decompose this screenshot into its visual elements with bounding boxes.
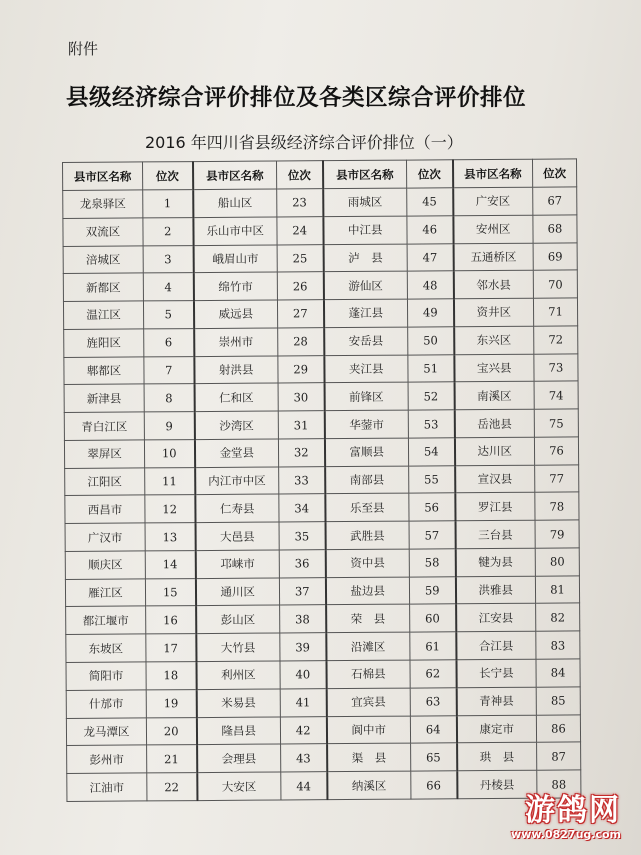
rank-cell: 34 xyxy=(279,494,325,522)
rank-cell: 81 xyxy=(535,576,579,604)
ranking-table xyxy=(62,158,581,802)
header-rank: 位次 xyxy=(532,159,576,187)
county-name-cell: 郫都区 xyxy=(64,357,144,385)
county-name-cell: 游仙区 xyxy=(323,271,407,299)
county-name-cell: 盐边县 xyxy=(325,577,409,605)
header-rank: 位次 xyxy=(143,162,193,190)
rank-cell: 63 xyxy=(410,688,456,716)
county-name-cell: 射洪县 xyxy=(194,356,278,384)
table-row xyxy=(63,242,577,273)
county-name-cell: 大竹县 xyxy=(196,633,280,661)
county-name-cell: 中江县 xyxy=(323,216,407,244)
rank-cell: 39 xyxy=(280,633,326,661)
county-name-cell: 石棉县 xyxy=(326,660,410,688)
county-name-cell: 资井区 xyxy=(453,298,533,326)
county-name-cell: 涪城区 xyxy=(63,245,143,273)
rank-cell: 24 xyxy=(277,216,323,244)
county-name-cell: 西昌市 xyxy=(65,495,145,523)
rank-cell: 88 xyxy=(537,770,581,798)
ranking-table-body xyxy=(63,187,581,802)
rank-cell: 48 xyxy=(407,271,453,299)
rank-cell: 85 xyxy=(536,687,580,715)
county-name-cell: 乐山市中区 xyxy=(193,217,277,245)
county-name-cell: 龙马潭区 xyxy=(66,717,146,745)
county-name-cell: 米易县 xyxy=(196,689,280,717)
rank-cell: 6 xyxy=(144,328,194,356)
county-name-cell: 顺庆区 xyxy=(65,551,145,579)
table-row xyxy=(64,353,578,384)
rank-cell: 52 xyxy=(408,382,454,410)
county-name-cell: 广汉市 xyxy=(65,523,145,551)
county-name-cell: 简阳市 xyxy=(66,662,146,690)
county-name-cell: 长宁县 xyxy=(456,659,536,687)
county-name-cell: 三台县 xyxy=(455,520,535,548)
rank-cell: 56 xyxy=(409,493,455,521)
rank-cell: 14 xyxy=(145,551,195,579)
rank-cell: 26 xyxy=(277,272,323,300)
watermark-brand: 游鸽网 xyxy=(525,793,621,828)
rank-cell: 8 xyxy=(144,384,194,412)
county-name-cell: 仁寿县 xyxy=(195,494,279,522)
rank-cell: 5 xyxy=(143,301,193,329)
county-name-cell: 洪雅县 xyxy=(455,576,535,604)
table-row xyxy=(66,714,580,745)
county-name-cell: 内江市中区 xyxy=(195,467,279,495)
rank-cell: 13 xyxy=(145,523,195,551)
rank-cell: 12 xyxy=(145,495,195,523)
rank-cell: 69 xyxy=(533,242,577,270)
rank-cell: 19 xyxy=(146,689,196,717)
county-name-cell: 合江县 xyxy=(456,631,536,659)
county-name-cell: 船山区 xyxy=(193,189,277,217)
rank-cell: 25 xyxy=(277,244,323,272)
rank-cell: 54 xyxy=(408,438,454,466)
county-name-cell: 新津县 xyxy=(64,384,144,412)
rank-cell: 50 xyxy=(408,327,454,355)
rank-cell: 37 xyxy=(279,577,325,605)
rank-cell: 18 xyxy=(146,662,196,690)
table-row xyxy=(66,687,580,718)
county-name-cell: 蓬江县 xyxy=(323,299,407,327)
county-name-cell: 会理县 xyxy=(197,744,281,772)
header-name: 县市区名称 xyxy=(322,160,406,189)
county-name-cell: 崇州市 xyxy=(194,328,278,356)
table-row xyxy=(63,215,577,246)
table-row xyxy=(63,298,577,329)
county-name-cell: 威远县 xyxy=(193,300,277,328)
header-row xyxy=(63,159,577,191)
county-name-cell: 翠屏区 xyxy=(64,440,144,468)
county-name-cell: 富顺县 xyxy=(324,438,408,466)
rank-cell: 7 xyxy=(144,356,194,384)
county-name-cell: 阆中市 xyxy=(326,716,410,744)
county-name-cell: 彭州市 xyxy=(67,745,147,773)
county-name-cell: 大安区 xyxy=(197,772,281,801)
rank-cell: 42 xyxy=(280,716,326,744)
county-name-cell: 东兴区 xyxy=(454,326,534,354)
rank-cell: 44 xyxy=(281,772,327,800)
header-name: 县市区名称 xyxy=(193,161,277,190)
county-name-cell: 都江堰市 xyxy=(66,606,146,634)
rank-cell: 45 xyxy=(407,188,453,216)
county-name-cell: 仁和区 xyxy=(194,383,278,411)
table-row xyxy=(63,270,577,301)
county-name-cell: 江安县 xyxy=(456,604,536,632)
rank-cell: 80 xyxy=(535,548,579,576)
county-name-cell: 双流区 xyxy=(63,218,143,246)
county-name-cell: 前锋区 xyxy=(324,382,408,410)
county-name-cell: 旌阳区 xyxy=(64,329,144,357)
county-name-cell: 泸 县 xyxy=(323,244,407,272)
county-name-cell: 康定市 xyxy=(456,715,536,743)
table-row xyxy=(67,742,581,773)
rank-cell: 43 xyxy=(281,744,327,772)
county-name-cell: 温江区 xyxy=(63,301,143,329)
rank-cell: 9 xyxy=(144,412,194,440)
rank-cell: 10 xyxy=(144,439,194,467)
rank-cell: 84 xyxy=(536,659,580,687)
county-name-cell: 荣 县 xyxy=(326,605,410,633)
rank-cell: 15 xyxy=(145,578,195,606)
rank-cell: 2 xyxy=(143,217,193,245)
rank-cell: 53 xyxy=(408,410,454,438)
county-name-cell: 绵竹市 xyxy=(193,272,277,300)
rank-cell: 46 xyxy=(407,216,453,244)
county-name-cell: 岳池县 xyxy=(454,409,534,437)
county-name-cell: 安岳县 xyxy=(324,327,408,355)
rank-cell: 71 xyxy=(533,298,577,326)
table-subtitle: 2016 年四川省县级经济综合评价排位（一） xyxy=(145,133,463,152)
table-row xyxy=(65,576,579,607)
main-title: 县级经济综合评价排位及各类区综合评价排位 xyxy=(66,85,527,111)
header-name: 县市区名称 xyxy=(452,159,532,188)
table-row xyxy=(65,492,579,523)
county-name-cell: 利州区 xyxy=(196,661,280,689)
rank-cell: 86 xyxy=(536,714,580,742)
rank-cell: 16 xyxy=(146,606,196,634)
county-name-cell: 青白江区 xyxy=(64,412,144,440)
rank-cell: 74 xyxy=(534,381,578,409)
rank-cell: 28 xyxy=(278,328,324,356)
county-name-cell: 峨眉山市 xyxy=(193,245,277,273)
county-name-cell: 隆昌县 xyxy=(196,717,280,745)
rank-cell: 62 xyxy=(410,660,456,688)
county-name-cell: 彭山区 xyxy=(196,605,280,633)
county-name-cell: 乐至县 xyxy=(325,494,409,522)
county-name-cell: 南部县 xyxy=(325,466,409,494)
county-name-cell: 华蓥市 xyxy=(324,410,408,438)
county-name-cell: 金堂县 xyxy=(194,439,278,467)
rank-cell: 57 xyxy=(409,521,455,549)
rank-cell: 31 xyxy=(278,411,324,439)
rank-cell: 20 xyxy=(146,717,196,745)
rank-cell: 87 xyxy=(537,742,581,770)
rank-cell: 61 xyxy=(410,632,456,660)
table-row xyxy=(64,437,578,468)
rank-cell: 49 xyxy=(407,299,453,327)
county-name-cell: 沿滩区 xyxy=(326,632,410,660)
rank-cell: 60 xyxy=(410,604,456,632)
rank-cell: 33 xyxy=(279,466,325,494)
attachment-label: 附件 xyxy=(68,40,99,58)
table-row xyxy=(65,520,579,551)
table-row xyxy=(65,548,579,579)
county-name-cell: 丹棱县 xyxy=(457,770,537,798)
county-name-cell: 龙泉驿区 xyxy=(63,190,143,218)
county-name-cell: 纳溪区 xyxy=(327,771,411,800)
rank-cell: 72 xyxy=(534,326,578,354)
rank-cell: 83 xyxy=(536,631,580,659)
rank-cell: 40 xyxy=(280,661,326,689)
header-name: 县市区名称 xyxy=(63,162,143,191)
rank-cell: 41 xyxy=(280,688,326,716)
county-name-cell: 珙 县 xyxy=(457,743,537,771)
rank-cell: 51 xyxy=(408,354,454,382)
rank-cell: 58 xyxy=(409,549,455,577)
table-row xyxy=(66,631,580,662)
rank-cell: 27 xyxy=(277,300,323,328)
rank-cell: 64 xyxy=(410,715,456,743)
county-name-cell: 江阳区 xyxy=(65,468,145,496)
rank-cell: 1 xyxy=(143,190,193,218)
rank-cell: 75 xyxy=(534,409,578,437)
rank-cell: 55 xyxy=(409,465,455,493)
rank-cell: 76 xyxy=(534,437,578,465)
county-name-cell: 沙湾区 xyxy=(194,411,278,439)
county-name-cell: 雨城区 xyxy=(323,188,407,216)
county-name-cell: 南溪区 xyxy=(454,382,534,410)
rank-cell: 22 xyxy=(147,773,197,801)
rank-cell: 65 xyxy=(411,743,457,771)
county-name-cell: 江油市 xyxy=(67,773,147,801)
county-name-cell: 武胜县 xyxy=(325,521,409,549)
site-watermark xyxy=(481,794,621,841)
county-name-cell: 邻水县 xyxy=(453,271,533,299)
rank-cell: 29 xyxy=(278,355,324,383)
county-name-cell: 罗江县 xyxy=(455,493,535,521)
county-name-cell: 渠 县 xyxy=(327,743,411,771)
county-name-cell: 宝兴县 xyxy=(454,354,534,382)
rank-cell: 4 xyxy=(143,273,193,301)
rank-cell: 68 xyxy=(533,215,577,243)
rank-cell: 17 xyxy=(146,634,196,662)
county-name-cell: 达川区 xyxy=(454,437,534,465)
table-row xyxy=(65,465,579,496)
rank-cell: 47 xyxy=(407,243,453,271)
rank-cell: 23 xyxy=(277,189,323,217)
county-name-cell: 犍为县 xyxy=(455,548,535,576)
county-name-cell: 宜宾县 xyxy=(326,688,410,716)
rank-cell: 73 xyxy=(534,353,578,381)
watermark-url: www.0827ug.com xyxy=(511,828,621,841)
rank-cell: 77 xyxy=(535,465,579,493)
table-row xyxy=(64,381,578,412)
table-row xyxy=(63,187,577,218)
county-name-cell: 夹江县 xyxy=(324,355,408,383)
header-rank: 位次 xyxy=(406,160,452,188)
table-row xyxy=(66,603,580,634)
rank-cell: 30 xyxy=(278,383,324,411)
rank-cell: 3 xyxy=(143,245,193,273)
county-name-cell: 什邡市 xyxy=(66,690,146,718)
county-name-cell: 邛崃市 xyxy=(195,550,279,578)
rank-cell: 21 xyxy=(147,745,197,773)
rank-cell: 35 xyxy=(279,522,325,550)
county-name-cell: 安州区 xyxy=(453,215,533,243)
county-name-cell: 东坡区 xyxy=(66,634,146,662)
header-rank: 位次 xyxy=(276,161,322,189)
rank-cell: 82 xyxy=(536,603,580,631)
rank-cell: 67 xyxy=(533,187,577,215)
county-name-cell: 五通桥区 xyxy=(453,243,533,271)
rank-cell: 79 xyxy=(535,520,579,548)
county-name-cell: 通川区 xyxy=(195,578,279,606)
county-name-cell: 雁江区 xyxy=(65,579,145,607)
table-row xyxy=(66,659,580,690)
county-name-cell: 大邑县 xyxy=(195,522,279,550)
county-name-cell: 资中县 xyxy=(325,549,409,577)
table-row xyxy=(64,409,578,440)
county-name-cell: 新都区 xyxy=(63,273,143,301)
rank-cell: 78 xyxy=(535,492,579,520)
rank-cell: 38 xyxy=(280,605,326,633)
rank-cell: 59 xyxy=(409,576,455,604)
county-name-cell: 青神县 xyxy=(456,687,536,715)
rank-cell: 36 xyxy=(279,550,325,578)
rank-cell: 70 xyxy=(533,270,577,298)
rank-cell: 66 xyxy=(411,771,457,799)
table-row xyxy=(64,326,578,357)
county-name-cell: 广安区 xyxy=(453,187,533,215)
county-name-cell: 宣汉县 xyxy=(455,465,535,493)
rank-cell: 11 xyxy=(145,467,195,495)
rank-cell: 32 xyxy=(278,439,324,467)
